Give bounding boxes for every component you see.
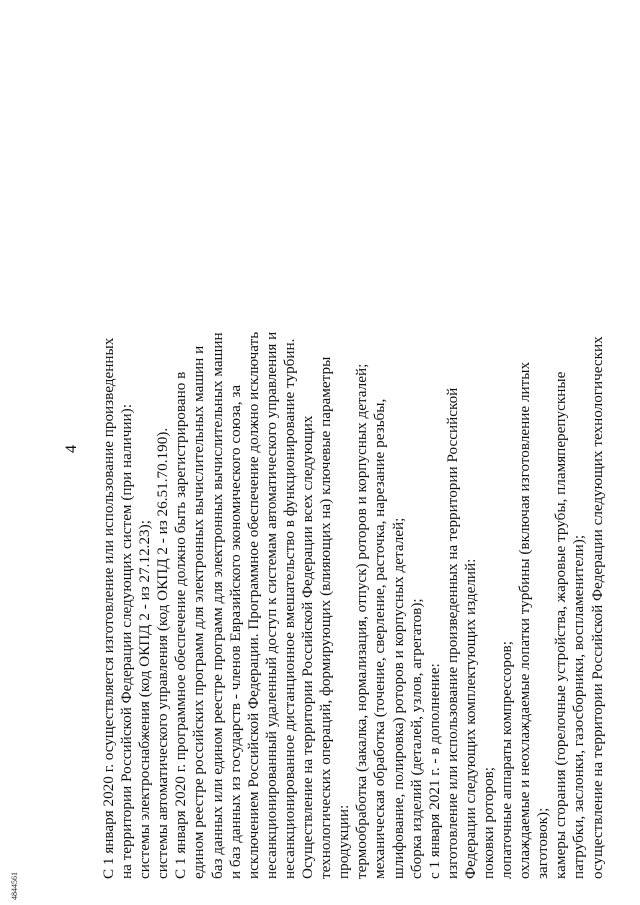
document-id: 4844561 [10,872,19,900]
document-body [100,19,607,879]
text-line: технологических операций, формирующих (влияющих на) ключевые параметры [317,356,335,879]
text-line: С 1 января 2020 г. программное обеспечение должно быть зарегистрировано в [172,371,190,879]
text-line: заготовок); [534,807,552,879]
text-line: осуществление на территории Российской Федерации следующих технологических [588,336,606,879]
text-line: охлаждаемые и неохлаждаемые лопатки турбины (включая изготовление литых [516,361,534,879]
text-line: на территории Российской Федерации следующих систем (при наличии): [118,404,136,879]
text-line: сборка изделий (деталей, узлов, агрегатов); [407,598,425,879]
text-line: несанкционированное дистанционное вмешательство в функционирование турбин. [280,338,298,879]
text-line: продукции: [335,804,353,879]
text-line: системы электроснабжения (код ОКПД 2 - из 27.12.23); [136,520,154,879]
text-line: С 1 января 2020 г. осуществляется изготовление или использование произведенных [100,337,117,879]
text-line: камеры сгорания (горелочные устройства, жаровые трубы, пламяперепускные [552,371,570,879]
text-line: едином реестре российских программ для электронных вычислительных машин и [190,345,208,879]
text-line: механическая обработка (точение, сверление, расточка, нарезание резьбы, [371,398,389,879]
page-number: 4 [63,445,80,453]
text-line: Осуществление на территории Российской Федерации всех следующих [299,415,317,879]
text-line: и баз данных из государств - членов Евразийского экономического союза, за [226,384,244,879]
text-line: патрубки, заслонки, газосборники, воспламенители); [570,534,588,879]
text-line: несанкционированный удаленный доступ к системам автоматического управления и [262,331,280,879]
text-line: исключением Российской Федерации. Программное обеспечение должно исключать [244,331,262,879]
text-line: баз данных или едином реестре программ для электронных вычислительных машин [208,332,226,879]
text-line: шлифование, полировка) роторов и корпусных деталей; [389,517,407,879]
text-line: лопаточные аппараты компрессоров; [498,641,516,879]
text-line: Федерации следующих комплектующих изделий: [461,558,479,879]
rotated-document-page [62,19,606,879]
text-line: термообработка (закалка, нормализация, отпуск) роторов и корпусных деталей; [353,363,371,879]
text-line: с 1 января 2021 г. - в дополнение: [425,663,443,879]
text-line: системы автоматического управления (код ОКПД 2 - из 26.51.70.190). [154,427,172,879]
text-line: поковки роторов; [479,767,497,879]
text-line: изготовление или использование произведенных на территории Российской [443,387,461,879]
